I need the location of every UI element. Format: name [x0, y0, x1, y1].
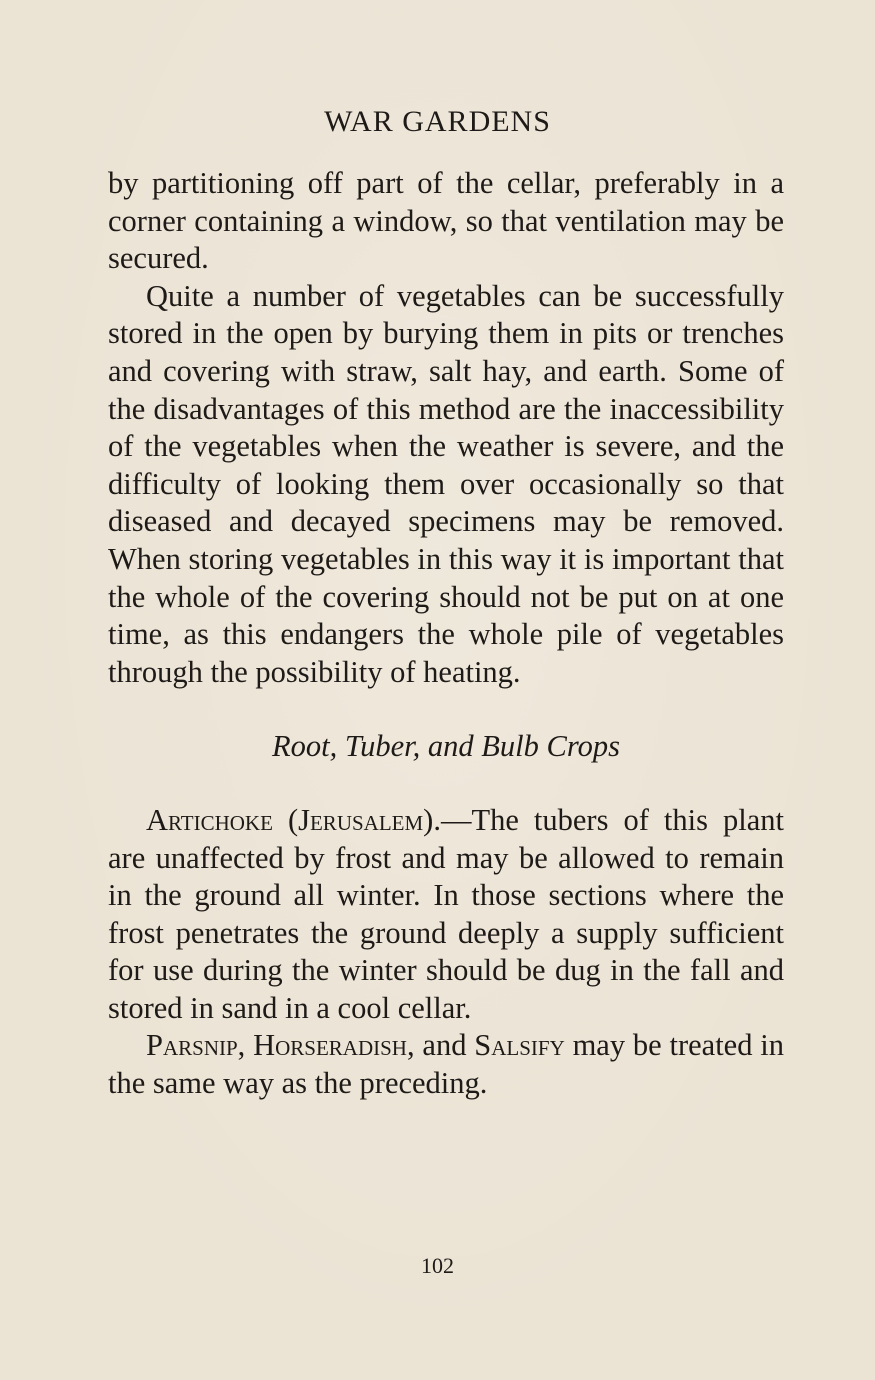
entry-text-parsnip: may be treated in the same way as the preceding.	[108, 1028, 784, 1101]
entry-text-artichoke: —The tubers of this plant are unaffected by frost and may be allowed to remain in the ground all winter. In those sections where the frost penetrates the ground deeply a supply sufficient for use during the winter should be dug in the fall and stored in sand in a cool cellar.	[108, 802, 785, 1025]
paragraph-storage-pits: Quite a number of vegetables can be successfully stored in the open by burying them in pits or trenches and covering with straw, salt hay, and earth. Some of the disadvantages of this method are the inaccessibility of the vegetables when the weather is severe, and the difficulty of looking them over occasionally so that diseased and decayed specimens may be removed. When storing vegetables in this way it is important that the whole of the covering should not be put on at one time, as this endangers the whole pile of vegetables through the possibility of heating.	[108, 278, 784, 689]
entry-separator: , and	[406, 1028, 475, 1063]
section-heading: Root, Tuber, and Bulb Crops	[272, 729, 620, 764]
paragraph-continuation: by partitioning off part of the cellar, preferably in a corner containing a window, so that ventilation may be secured.	[108, 166, 784, 276]
body-text	[108, 165, 784, 1103]
entry-term-parsnip: Parsnip	[146, 1028, 238, 1063]
paragraph-artichoke	[108, 802, 784, 1028]
page-number: 102	[421, 1253, 454, 1278]
entry-term-salsify: Salsify	[474, 1028, 565, 1063]
entry-term-artichoke: Artichoke (Jerusalem).	[146, 802, 441, 837]
paragraph-parsnip	[108, 1027, 784, 1102]
entry-separator: ,	[237, 1028, 254, 1063]
running-head: WAR GARDENS	[324, 105, 551, 138]
entry-term-horseradish: Horseradish	[253, 1028, 407, 1063]
